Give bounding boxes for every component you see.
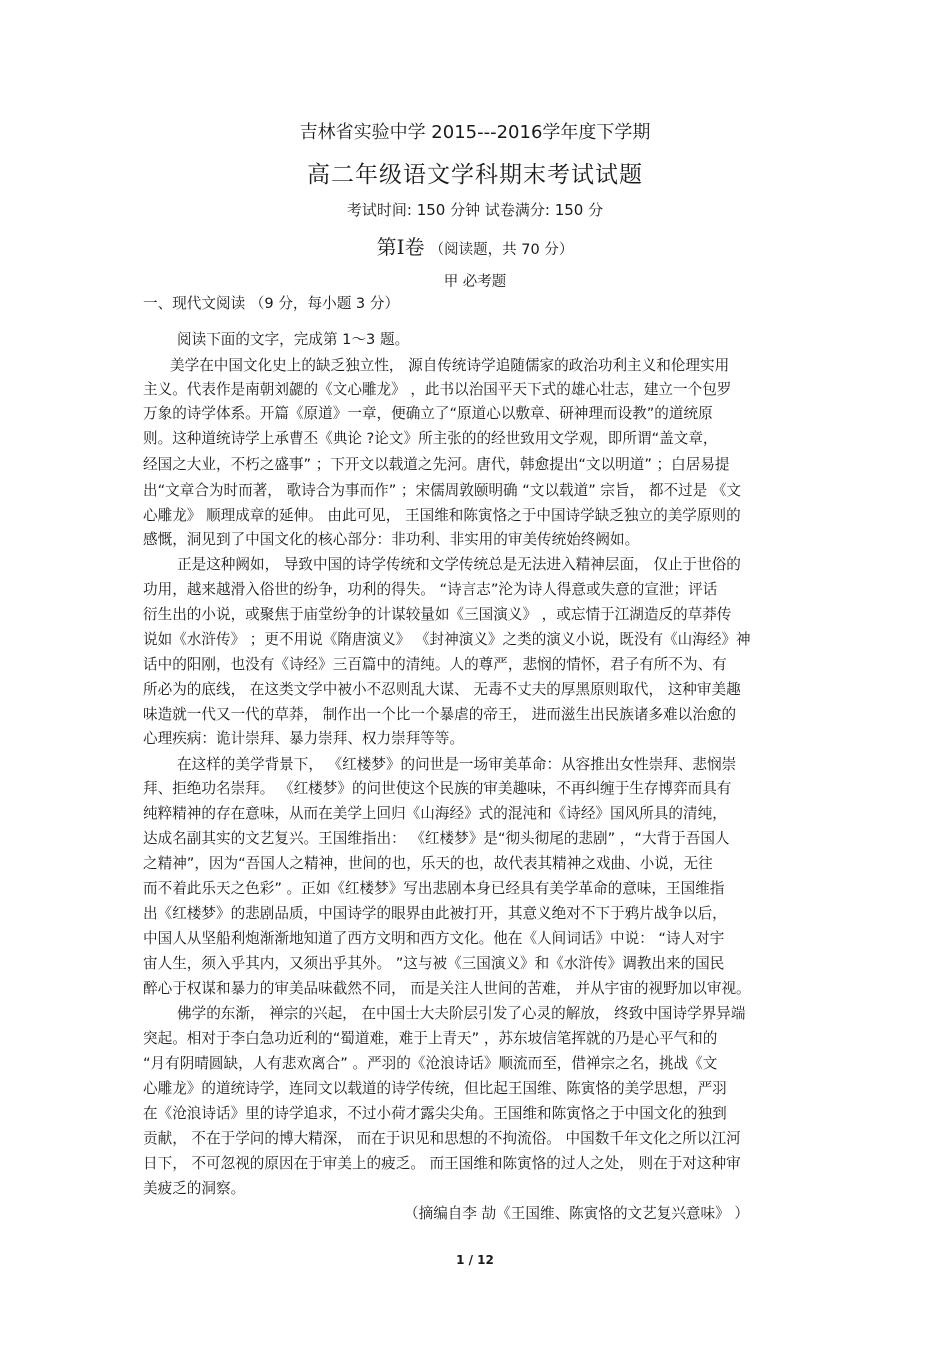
school-line: 吉林省实验中学 2015---2016学年度下学期 bbox=[299, 122, 651, 143]
passage-line: 则。这种道统诗学上承曹丕《典论 ?论文》所主张的的经世致用文学观，即所谓“盖文章， bbox=[143, 430, 718, 447]
passage-line: 拜、拒绝功名崇拜。 《红楼梦》的问世使这个民族的审美趣味，不再纠缠于生存博弈而具有 bbox=[143, 780, 732, 797]
passage-line: 佛学的东渐， 禅宗的兴起， 在中国士大夫阶层引发了心灵的解放， 终致中国诗学界异端 bbox=[177, 1005, 746, 1022]
passage-line: 突起。相对于李白急功近利的“蜀道难，难于上青天” ，苏东坡信笔挥就的乃是心平气和的 bbox=[143, 1030, 718, 1047]
passage-line: 之精神”，因为“吾国人之精神，世间的也，乐天的也，故代表其精神之戏曲、小说，无往 bbox=[143, 855, 713, 872]
passage-line: 出“文章合为时而著， 歌诗合为事而作” ；宋儒周敦颐明确 “文以载道” 宗旨， 都不过是 《文 bbox=[143, 482, 742, 499]
passage-line: 日下， 不可忽视的原因在于审美上的疲乏。 而王国维和陈寅恪的过人之处， 则在于对这种审 bbox=[143, 1155, 741, 1172]
volume-note: （阅读题，共 70 分） bbox=[429, 242, 574, 258]
section-heading: 一、现代文阅读 （9 分，每小题 3 分） bbox=[143, 295, 400, 312]
passage-line: 经国之大业，不朽之盛事” ；下开文以载道之先河。唐代，韩愈提出“文以明道” ；白居易提 bbox=[143, 456, 730, 473]
passage-line: 在《沧浪诗话》里的诗学追求，不过小荷才露尖尖角。王国维和陈寅恪之于中国文化的独到 bbox=[143, 1105, 727, 1122]
exam-info: 考试时间: 150 分钟 试卷满分: 150 分 bbox=[346, 201, 604, 219]
passage-line: 话中的阳刚，也没有《诗经》三百篇中的清纯。人的尊严，悲悯的情怀，君子有所不为、有 bbox=[143, 656, 727, 673]
passage-line: 宙人生，须入乎其内，又须出乎其外。 ”这与被《三国演义》和《水浒传》调教出来的国民 bbox=[143, 955, 725, 972]
passage-line: 心雕龙》 顺理成章的延伸。 由此可见， 王国维和陈寅恪之于中国诗学缺乏独立的美学原则的 bbox=[143, 507, 741, 524]
passage-line: 美疲乏的洞察。 bbox=[143, 1180, 246, 1197]
passage-line: 万象的诗学体系。开篇《原道》一章，便确立了“原道心以敷章、研神理而设教”的道统原 bbox=[143, 405, 713, 422]
passage-line: 中国人从坚船利炮渐渐地知道了西方文明和西方文化。他在《人间词话》中说： “诗人对宇 bbox=[143, 930, 725, 947]
passage-line: 而不着此乐天之色彩” 。正如《红楼梦》写出悲剧本身已经具有美学革命的意味，王国维指 bbox=[143, 880, 725, 897]
page-number: 1 / 12 bbox=[456, 1253, 494, 1267]
passage-line: 主义。代表作是南朝刘勰的《文心雕龙》 ，此书以治国平天下式的雄心壮志，建立一个包罗 bbox=[143, 381, 732, 398]
passage-line: 衍生出的小说，或聚焦于庙堂纷争的计谋较量如《三国演义》 ，或忘情于江湖造反的草莽传 bbox=[143, 606, 732, 623]
volume-heading bbox=[0, 231, 950, 260]
passage-line: 美学在中国文化史上的缺乏独立性， 源自传统诗学追随儒家的政治功利主义和伦理实用 bbox=[170, 357, 730, 374]
passage-line: 所必为的底线， 在这类文学中被小不忍则乱大谋、 无毒不丈夫的厚黑原则取代， 这种审美趣 bbox=[143, 681, 741, 698]
passage-line: 说如《水浒传》 ；更不用说《隋唐演义》 《封神演义》之类的演义小说，既没有《山海经》神 bbox=[143, 631, 751, 648]
passage-line: 功用，越来越滑入俗世的纷争，功利的得失。 “诗言志”沦为诗人得意或失意的宣泄；评话 bbox=[143, 581, 718, 598]
passage-line: 味造就一代又一代的草莽， 制作出一个比一个暴虐的帝王， 进而滋生出民族诸多难以治愈的 bbox=[143, 706, 737, 723]
passage-line: 纯粹精神的存在意味，从而在美学上回归《山海经》式的混沌和《诗经》国风所具的清纯， bbox=[143, 805, 727, 822]
passage-line: 感慨，洞见到了中国文化的核心部分：非功利、非实用的审美传统始终阙如。 bbox=[143, 531, 640, 548]
passage-line: 达成名副其实的文艺复兴。王国维指出： 《红楼梦》是“彻头彻尾的悲剧” ，“大背于吾国人 bbox=[143, 830, 730, 847]
passage-source: （摘编自李 劼《王国维、陈寅恪的文艺复兴意味》 ） bbox=[404, 1205, 749, 1222]
passage-line: “月有阴晴圆缺，人有悲欢离合” 。严羽的《沧浪诗话》顺流而至，借禅宗之名，挑战《文 bbox=[143, 1055, 718, 1072]
passage-line: 心理疾病：诡计崇拜、暴力崇拜、权力崇拜等等。 bbox=[143, 730, 465, 747]
passage-line: 出《红楼梦》的悲剧品质，中国诗学的眼界由此被打开，其意义绝对不下于鸦片战争以后， bbox=[143, 905, 727, 922]
passage-line: 在这样的美学背景下， 《红楼梦》的问世是一场审美革命：从容推出女性崇拜、悲悯崇 bbox=[177, 756, 737, 773]
passage-line: 贡献， 不在于学问的博大精深， 而在于识见和思想的不拘流俗。 中国数千年文化之所以江河 bbox=[143, 1130, 741, 1147]
required-label: 甲 必考题 bbox=[443, 274, 507, 290]
passage-line: 正是这种阙如， 导致中国的诗学传统和文学传统总是无法进入精神层面， 仅止于世俗的 bbox=[177, 556, 741, 573]
exam-title: 高二年级语文学科期末考试试题 bbox=[307, 162, 643, 188]
passage-line: 醉心于权谋和暴力的审美品味截然不同， 而是关注人世间的苦难， 并从宇宙的视野加以审视。 bbox=[143, 980, 751, 997]
volume-title: 第Ⅰ卷 bbox=[376, 235, 425, 259]
passage-line: 心雕龙》的道统诗学，连同文以载道的诗学传统，但比起王国维、陈寅恪的美学思想，严羽 bbox=[143, 1080, 727, 1097]
reading-instruction: 阅读下面的文字，完成第 1～3 题。 bbox=[177, 331, 410, 348]
